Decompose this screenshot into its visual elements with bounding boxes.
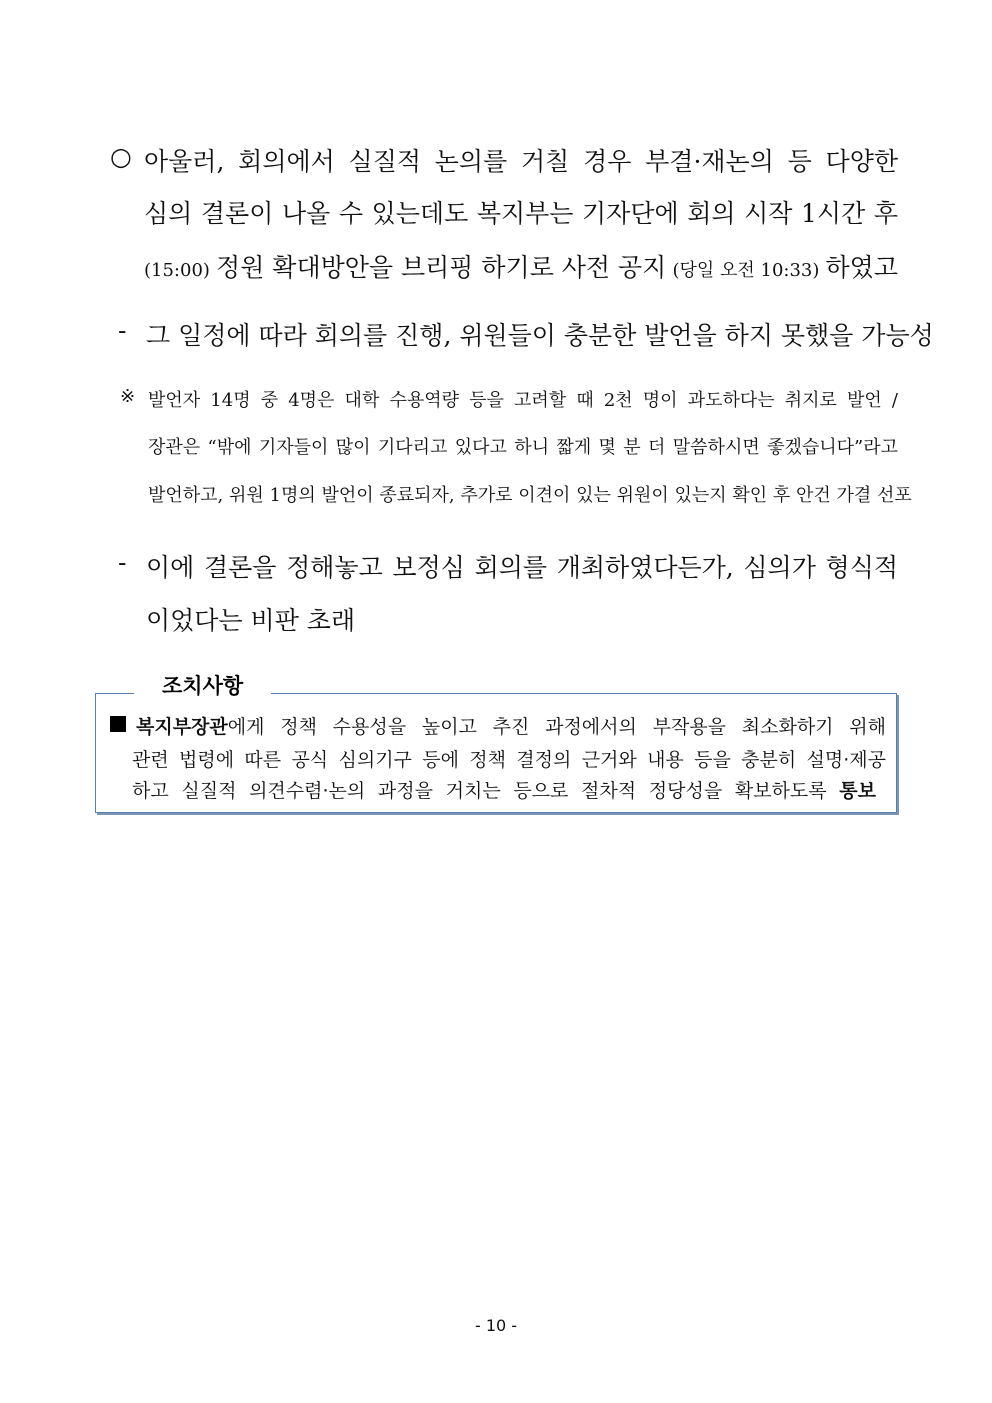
action-line-3 (132, 776, 876, 803)
black-square-icon (110, 716, 126, 732)
paragraph-1-line-3 (110, 248, 898, 282)
reference-mark-icon: ※ (120, 386, 136, 407)
note-line-1 (120, 386, 898, 412)
paragraph-1-text-1: 아울러, 회의에서 실질적 논의를 거칠 경우 부결·재논의 등 다양한 (144, 147, 898, 176)
paragraph-1-text-3 (144, 248, 898, 284)
note-line-2 (120, 433, 898, 459)
page-number: - 10 - (474, 1316, 518, 1335)
action-result: 통보 (839, 780, 876, 802)
note-line-3 (120, 481, 912, 507)
notice-time-note: (당일 오전 10:33) (672, 260, 820, 281)
action-title: 조치사항 (134, 671, 271, 701)
note-text-3: 발언하고, 위원 1명의 발언이 종료되자, 추가로 이견이 있는 위원이 있는지 확인 후 안건 가결 선포 (148, 485, 912, 506)
note-text-1: 발언자 14명 중 4명은 대학 수용역량 등을 고려할 때 2천 명이 과도하다는 취지로 발언 / (148, 390, 898, 411)
paragraph-1-line-3-end: 하였고 (825, 253, 898, 282)
action-line-1-rest: 에게 정책 수용성을 높이고 추진 과정에서의 부작용을 최소화하기 위해 (227, 716, 886, 738)
action-recipient: 복지부장관 (136, 716, 228, 738)
circle-bullet-icon: ○ (110, 142, 132, 171)
dash-item-1 (118, 316, 934, 350)
action-line-1 (136, 712, 886, 739)
note-text-2: 장관은 “밖에 기자들이 많이 기다리고 있다고 하니 짧게 몇 분 더 말씀하시면 좋겠습니다”라고 (148, 437, 898, 458)
paragraph-1-line-3-main: 정원 확대방안을 브리핑 하기로 사전 공지 (216, 253, 667, 282)
dash-item-1-text: 그 일정에 따라 회의를 진행, 위원들이 충분한 발언을 하지 못했을 가능성 (146, 321, 934, 350)
paragraph-1-text-2: 심의 결론이 나올 수 있는데도 복지부는 기자단에 회의 시작 1시간 후 (144, 199, 898, 228)
dash-mark: - (118, 548, 127, 577)
dash-item-2-text-2: 이었다는 비판 초래 (146, 606, 356, 635)
paragraph-1-line-2 (110, 194, 898, 228)
dash-item-2-line-2 (118, 601, 898, 635)
dash-item-2-line-1 (118, 548, 898, 582)
dash-item-2-text-1: 이에 결론을 정해놓고 보정심 회의를 개최하였다든가, 심의가 형식적 (146, 553, 898, 582)
dash-mark: - (118, 316, 127, 345)
action-line-3-rest: 하고 실질적 의견수렴·논의 과정을 거치는 등으로 절차적 정당성을 확보하도록 (132, 780, 840, 802)
action-line-2: 관련 법령에 따른 공식 심의기구 등에 정책 결정의 근거와 내용 등을 충분히 설명·제공 (132, 749, 886, 771)
paragraph-1-line-1 (110, 142, 898, 176)
time-note: (15:00) (144, 260, 210, 281)
